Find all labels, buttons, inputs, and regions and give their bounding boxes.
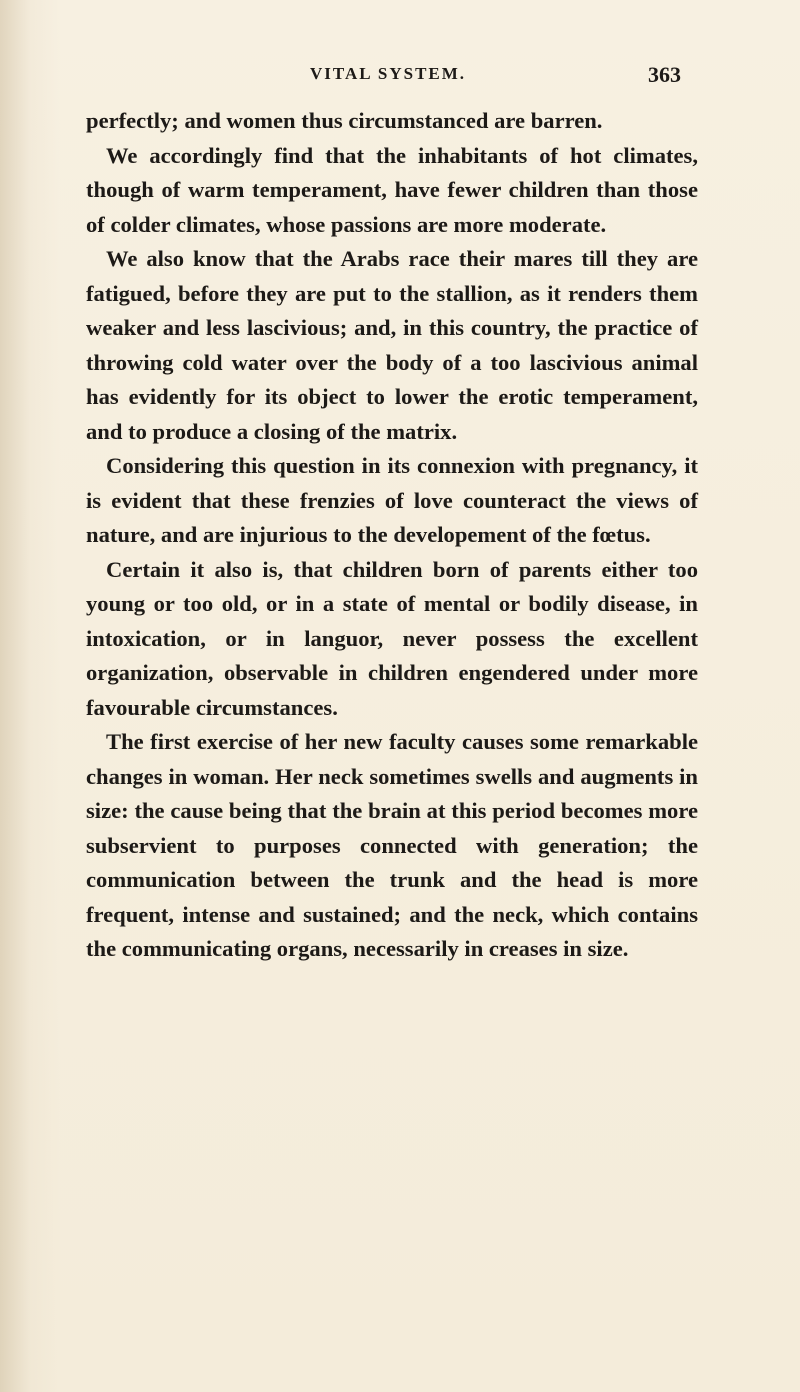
paragraph-hot-climates: We accordingly find that the inhabitants of hot climates, though of warm temperament, have fewer children than those of colder climates, whose passions are more moderate. bbox=[86, 142, 698, 237]
running-title: VITAL SYSTEM. bbox=[310, 64, 467, 83]
paragraph-first-exercise: The first exercise of her new faculty causes some remarkable changes in woman. Her neck sometimes swells and augments in size: the cause being that the brain at this period becomes more subservient to purposes connected with generation; the communication between the trunk and the head is more frequent, intense and sustained; and the neck, which contains the communicating organs, necessarily in creases in size. bbox=[86, 729, 698, 961]
paragraph-continuation: perfectly; and women thus circumstanced are barren. bbox=[86, 108, 603, 133]
paragraph-children-parents: Certain it also is, that children born of parents either too young or too old, or in a state of mental or bodily disease, in intoxication, or in languor, never possess the excellent organization, observable in children engendered under more favourable circumstances. bbox=[86, 556, 698, 720]
paragraph-arabs-mares: We also know that the Arabs race their mares till they are fatigued, before they are put to the stallion, as it renders them weaker and less lascivious; and, in this country, the practice of throwing cold water over the body of a too lascivious animal has evidently for its object to lower the erotic temperament, and to produce a closing of the matrix. bbox=[86, 246, 698, 444]
page-number: 363 bbox=[648, 62, 681, 87]
running-head bbox=[0, 64, 800, 94]
paragraph-pregnancy: Considering this question in its connexion with pregnancy, it is evident that these frenzies of love counteract the views of nature, and are injurious to the developement of the fœtus. bbox=[86, 453, 698, 547]
body-text bbox=[86, 104, 698, 967]
